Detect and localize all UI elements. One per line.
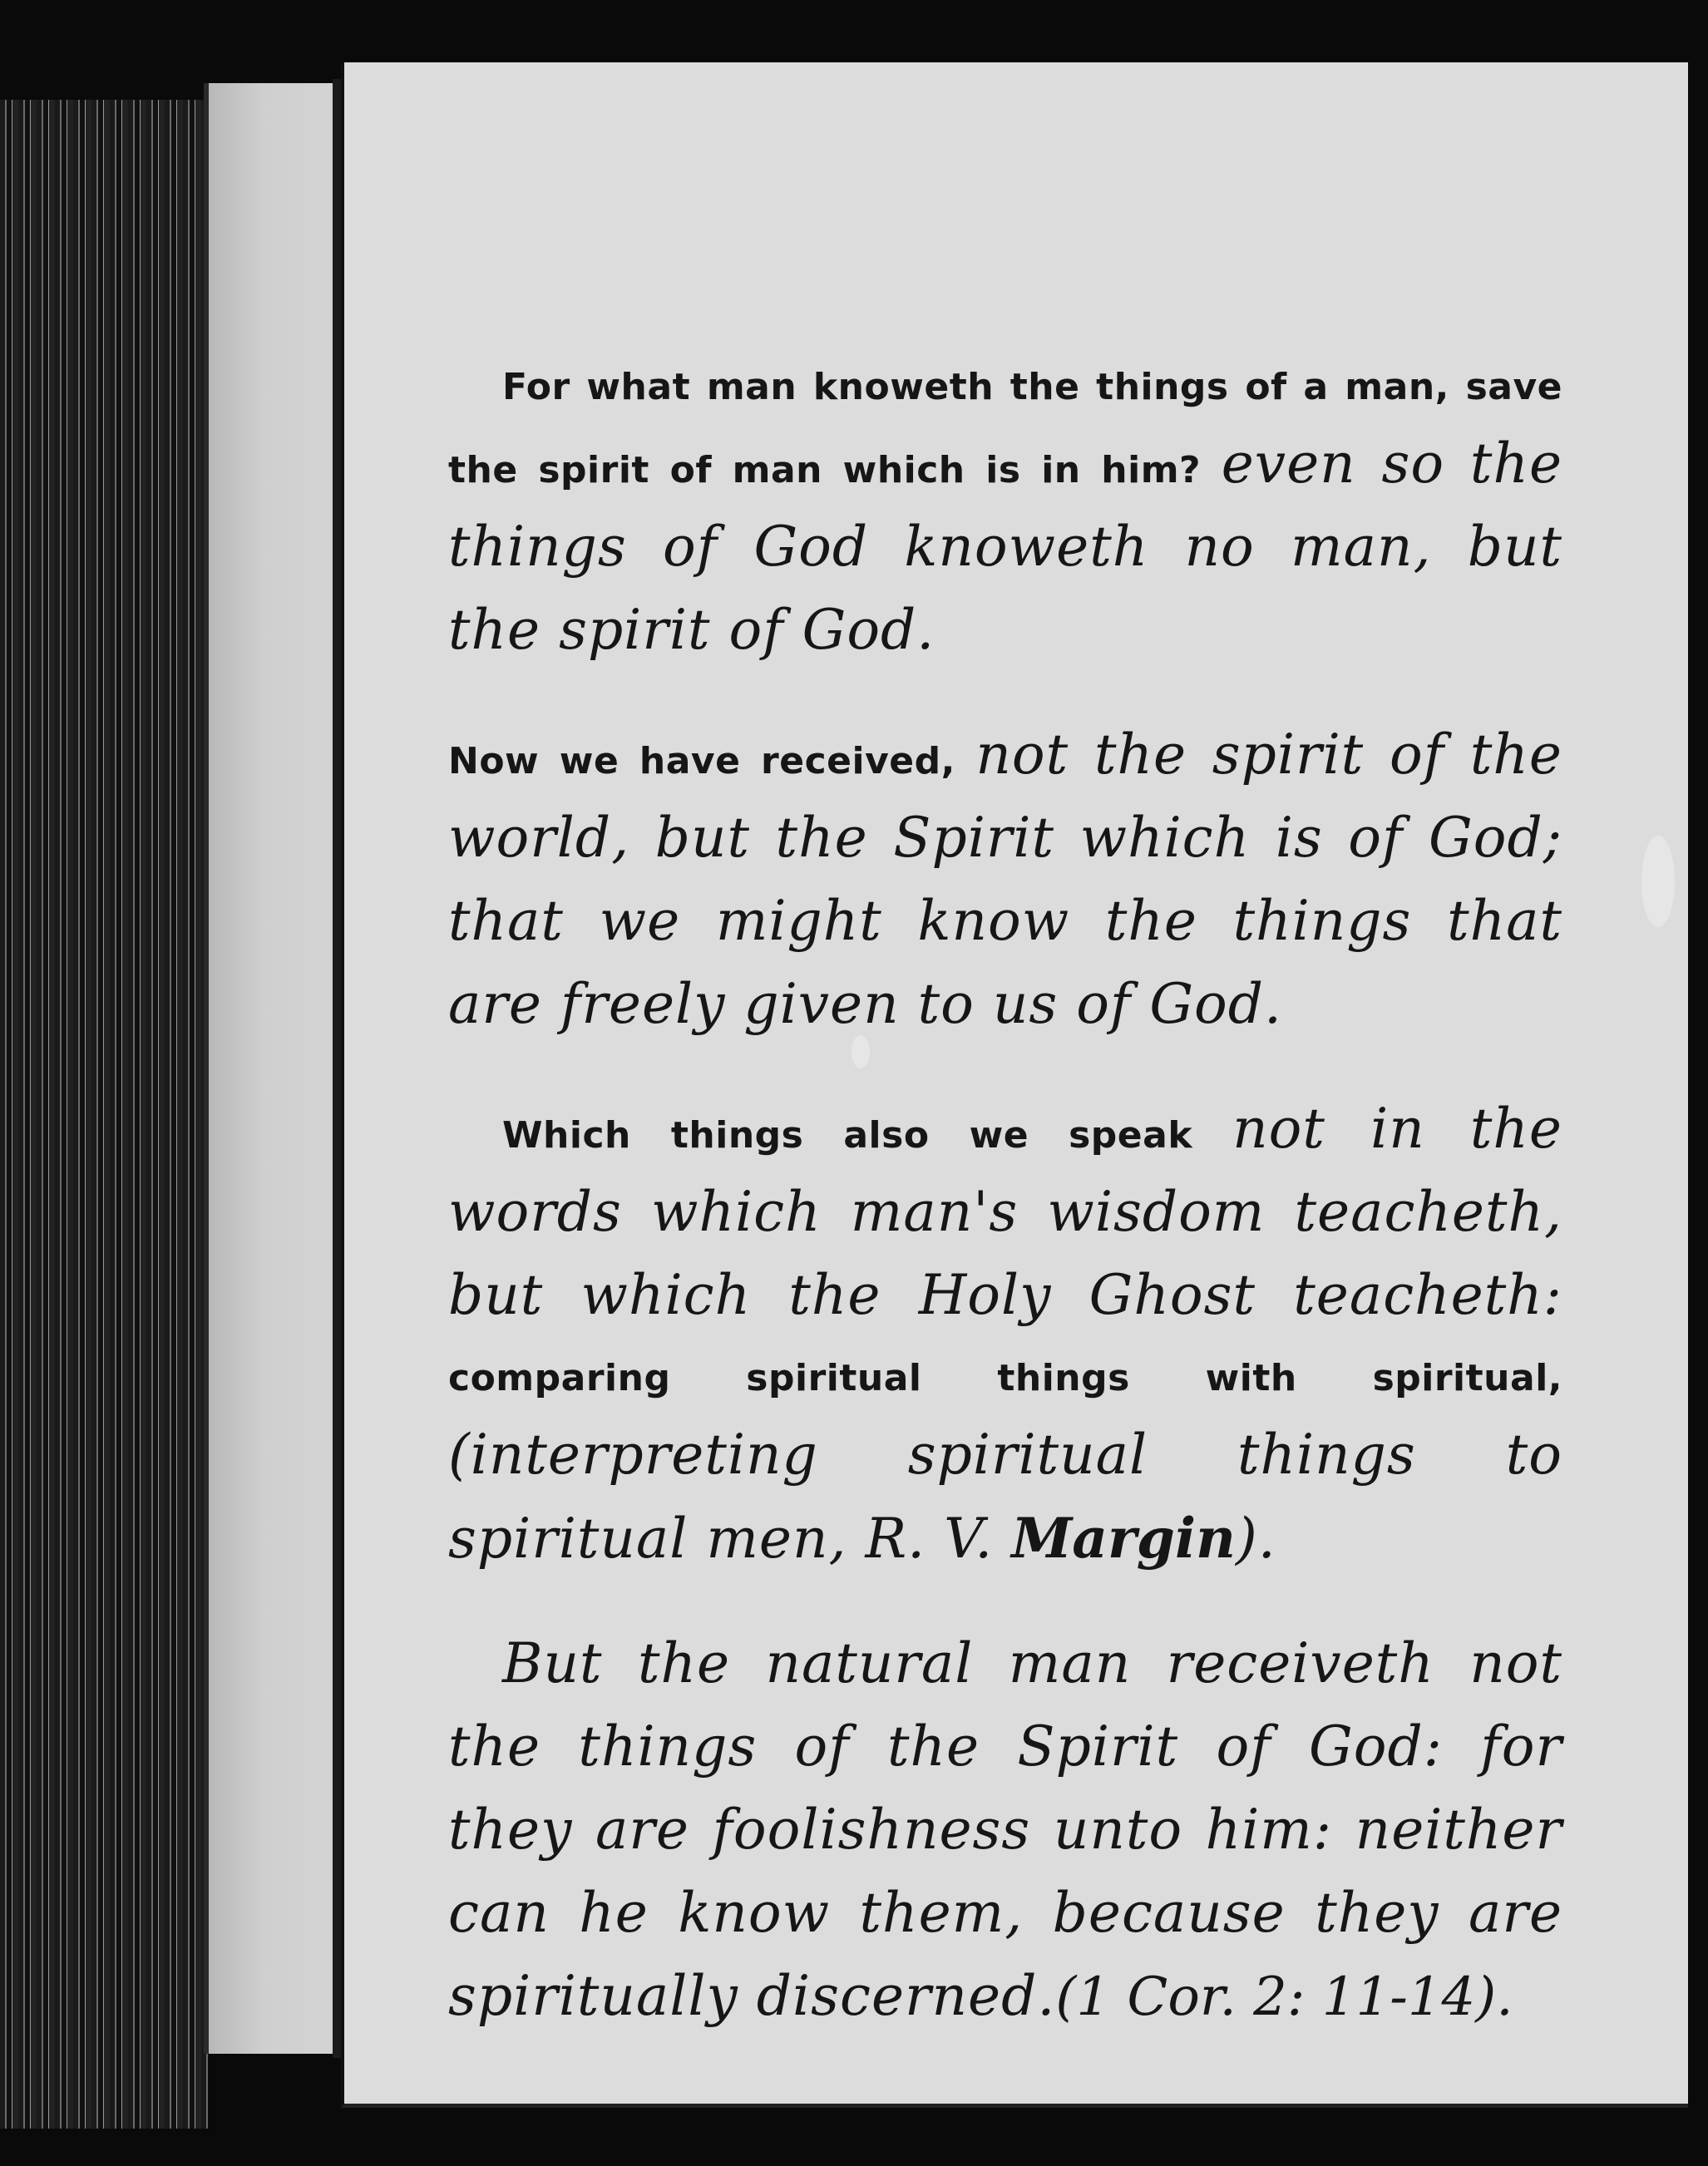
p3-seg-2: not in the words which man's wisdom teacheth, but which the Holy Ghost teacheth: bbox=[448, 1097, 1562, 1327]
p4-seg-1: But the natural man receiveth not the things of the Spirit of God: for they are foolishness unto him: neither can he know them, because they are spiritually discerned. bbox=[448, 1631, 1562, 2028]
p1-seg-1: For what man knoweth the things of a man, save the spirit of man which is in him? bbox=[448, 366, 1562, 491]
p1-seg-2: even so the things of God knoweth no man, but the spirit of God. bbox=[448, 432, 1563, 662]
p3-seg-1: Which things also we speak bbox=[502, 1114, 1233, 1157]
p3-seg-4: (interpreting spiritual things to spiritual men, R. V. bbox=[448, 1423, 1562, 1571]
back-leaf bbox=[204, 83, 346, 2054]
page-speck bbox=[1641, 836, 1675, 927]
paragraph-2 bbox=[448, 721, 1562, 1053]
paragraph-1 bbox=[448, 353, 1562, 679]
p2-seg-2: not the spirit of the world, but the Spirit which is of God; that we might know the things that are freely given to us of God. bbox=[448, 723, 1562, 1036]
scripture-reference: (1 Cor. 2: 11-14). bbox=[1055, 1966, 1513, 2028]
paragraph-3 bbox=[448, 1095, 1562, 1588]
paragraph-4 bbox=[448, 1630, 1562, 2045]
page-text bbox=[448, 353, 1562, 2087]
page-stack-edges bbox=[0, 100, 208, 2129]
p2-seg-1: Now we have received, bbox=[448, 740, 976, 782]
p3-seg-5: Margin bbox=[1011, 1506, 1237, 1571]
p3-seg-6: ). bbox=[1236, 1507, 1276, 1571]
book-page bbox=[341, 62, 1688, 2108]
p3-seg-3: comparing spiritual things with spiritual, bbox=[448, 1357, 1562, 1399]
